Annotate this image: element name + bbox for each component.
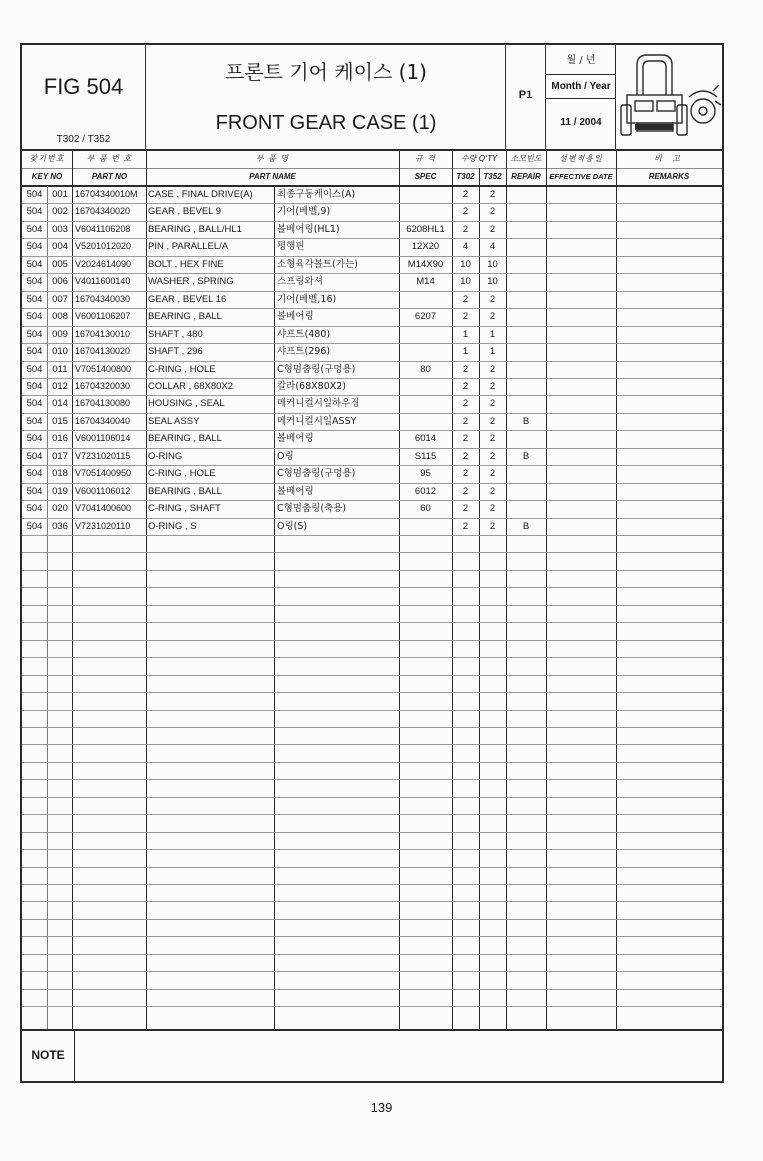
cell-t352: 1 — [489, 329, 496, 340]
cell-name-kr: C형멈춤링(구멍용) — [277, 364, 356, 375]
cell-name-kr: C형멈춤링(구멍용) — [277, 468, 356, 479]
cell-name-kr: 메커니컬시일하우징 — [277, 398, 360, 409]
cell-name-en: BEARING , BALL — [148, 311, 222, 322]
cell-fig: 504 — [26, 259, 43, 270]
cell-name-kr: 볼베어링 — [277, 433, 314, 444]
cell-name-en: SHAFT , 480 — [148, 329, 203, 340]
cell-spec — [399, 326, 452, 343]
cell-name-kr: O링(S) — [277, 521, 308, 532]
cell-repair — [506, 186, 546, 203]
row-divider — [22, 814, 722, 815]
cell-t352: 10 — [487, 259, 498, 270]
cell-name-en: C-RING , HOLE — [148, 364, 216, 375]
cell-t302: 2 — [462, 433, 469, 444]
issue-date: 11 / 2004 — [560, 117, 602, 128]
cell-name-en: SHAFT , 296 — [148, 346, 203, 357]
col-key-en: KEY NO — [31, 172, 63, 181]
cell-spec: 6207 — [414, 311, 437, 322]
col-repair-kr: 소모빈도 — [510, 154, 542, 163]
cell-name-en: BEARING , BALL/HL1 — [148, 224, 242, 235]
cell-name-kr: 스프링와셔 — [277, 276, 323, 287]
cell-name-en: PIN , PARALLEL/A — [148, 241, 229, 252]
row-divider — [22, 535, 722, 536]
cell-t352: 10 — [487, 276, 498, 287]
cell-name-kr: 샤프트(480) — [277, 329, 331, 340]
cell-t352: 2 — [489, 224, 496, 235]
cell-name-kr: O링 — [277, 451, 294, 462]
cell-spec: S115 — [414, 451, 437, 462]
title-english: FRONT GEAR CASE (1) — [215, 112, 437, 134]
cell-key: 036 — [52, 521, 68, 532]
cell-spec: 60 — [420, 503, 431, 514]
cell-t352: 1 — [489, 346, 496, 357]
cell-t302: 1 — [462, 346, 469, 357]
cell-name-en: CASE , FINAL DRIVE(A) — [148, 189, 253, 200]
col-qty-t352: T352 — [483, 172, 502, 181]
month-year-korean: 월 / 년 — [566, 55, 596, 66]
cell-fig: 504 — [26, 311, 43, 322]
cell-part: V5201012020 — [75, 241, 132, 251]
cell-part: V7051400800 — [75, 364, 132, 374]
row-divider — [22, 954, 722, 955]
cell-name-en: GEAR , BEVEL 9 — [148, 206, 222, 217]
title-korean: 프론트 기어 케이스 (1) — [225, 60, 427, 84]
cell-spec: 12X20 — [411, 241, 440, 252]
cell-repair — [506, 500, 546, 517]
col-remarks-kr: 비 고 — [654, 154, 684, 163]
col-eff-kr: 설변적용일 — [559, 154, 603, 163]
cell-part: V6001106014 — [75, 433, 131, 443]
cell-key: 003 — [52, 224, 68, 235]
cell-t302: 2 — [462, 294, 469, 305]
cell-t302: 2 — [462, 468, 469, 479]
cell-fig: 504 — [26, 416, 43, 427]
cell-repair — [506, 291, 546, 308]
cell-t302: 10 — [460, 276, 471, 287]
cell-repair: B — [522, 451, 530, 462]
cell-fig: 504 — [26, 364, 43, 375]
row-divider — [22, 971, 722, 972]
row-divider — [22, 832, 722, 833]
cell-t302: 10 — [460, 259, 471, 270]
cell-name-kr: 소형육각볼트(가는) — [277, 259, 358, 270]
cell-fig: 504 — [26, 206, 43, 217]
row-divider — [22, 640, 722, 641]
cell-spec — [399, 518, 452, 535]
page-number: 139 — [370, 1100, 393, 1115]
cell-repair — [506, 308, 546, 325]
cell-name-en: BEARING , BALL — [148, 433, 222, 444]
cell-key: 014 — [52, 398, 68, 409]
row-divider — [22, 675, 722, 676]
cell-key: 016 — [52, 433, 68, 444]
cell-t352: 2 — [489, 433, 496, 444]
cell-part: V7231020115 — [75, 451, 131, 461]
cell-t302: 2 — [462, 451, 469, 462]
cell-name-kr: 메커니컬시일ASSY — [277, 416, 357, 427]
cell-t352: 2 — [489, 189, 496, 200]
cell-t352: 2 — [489, 521, 496, 532]
cell-name-kr: 샤프트(296) — [277, 346, 331, 357]
cell-part: V7231020110 — [75, 521, 131, 531]
cell-name-en: C-RING , SHAFT — [148, 503, 221, 514]
page-code: P1 — [518, 89, 533, 101]
row-divider — [22, 1006, 722, 1007]
cell-fig: 504 — [26, 451, 43, 462]
month-year-english: Month / Year — [551, 81, 611, 92]
cell-repair — [506, 378, 546, 395]
cell-key: 020 — [52, 503, 68, 514]
cell-fig: 504 — [26, 381, 43, 392]
cell-part: V6041106208 — [75, 224, 131, 234]
row-divider — [22, 797, 722, 798]
cell-spec: 6208HL1 — [406, 224, 445, 235]
col-spec-kr: 규 격 — [415, 154, 436, 163]
cell-repair — [506, 395, 546, 412]
col-eff-en: EFFECTIVE DATE — [549, 172, 613, 181]
cell-fig: 504 — [26, 433, 43, 444]
cell-key: 017 — [52, 451, 68, 462]
cell-key: 001 — [52, 189, 68, 200]
cell-name-kr: C형멈춤링(축용) — [277, 503, 347, 514]
cell-key: 009 — [52, 329, 68, 340]
row-divider — [22, 587, 722, 588]
cell-key: 004 — [52, 241, 68, 252]
cell-name-en: C-RING , HOLE — [148, 468, 216, 479]
cell-fig: 504 — [26, 468, 43, 479]
cell-spec — [399, 291, 452, 308]
cell-spec: 6012 — [414, 486, 437, 497]
cell-spec — [399, 413, 452, 430]
row-divider — [22, 657, 722, 658]
cell-spec — [399, 395, 452, 412]
row-divider — [22, 692, 722, 693]
row-divider — [22, 710, 722, 711]
cell-t352: 4 — [489, 241, 496, 252]
cell-name-en: SEAL ASSY — [148, 416, 200, 427]
fig-number: FIG 504 — [43, 74, 124, 99]
row-divider — [22, 901, 722, 902]
cell-part: V6001106207 — [75, 311, 131, 321]
cell-fig: 504 — [26, 486, 43, 497]
cell-key: 007 — [52, 294, 68, 305]
row-divider — [22, 762, 722, 763]
cell-spec: M14 — [416, 276, 435, 287]
cell-repair — [506, 430, 546, 447]
cell-repair — [506, 326, 546, 343]
cell-part: 16704130080 — [75, 398, 131, 408]
cell-part: V6001106012 — [75, 486, 131, 496]
cell-t352: 2 — [489, 416, 496, 427]
cell-repair — [506, 273, 546, 290]
row-divider — [22, 552, 722, 553]
cell-key: 011 — [52, 364, 68, 375]
col-spec-en: SPEC — [414, 172, 437, 181]
cell-name-kr: 평행핀 — [277, 241, 305, 252]
cell-t352: 2 — [489, 294, 496, 305]
cell-key: 006 — [52, 276, 68, 287]
cell-part: V2024614090 — [75, 259, 132, 269]
cell-t302: 2 — [462, 416, 469, 427]
cell-t352: 2 — [489, 503, 496, 514]
cell-spec — [399, 378, 452, 395]
cell-t352: 2 — [489, 206, 496, 217]
cell-repair: B — [522, 521, 530, 532]
cell-repair — [506, 483, 546, 500]
row-divider — [22, 884, 722, 885]
cell-fig: 504 — [26, 521, 43, 532]
cell-fig: 504 — [26, 294, 43, 305]
cell-name-kr: 기어(베벨,16) — [277, 294, 337, 305]
cell-fig: 504 — [26, 329, 43, 340]
cell-t352: 2 — [489, 381, 496, 392]
cell-name-en: O-RING — [148, 451, 183, 462]
cell-name-kr: 볼베어링(HL1) — [277, 224, 340, 235]
cell-t352: 2 — [489, 468, 496, 479]
cell-fig: 504 — [26, 224, 43, 235]
cell-t352: 2 — [489, 486, 496, 497]
cell-key: 012 — [52, 381, 68, 392]
cell-part: 16704320030 — [75, 381, 131, 391]
cell-fig: 504 — [26, 346, 43, 357]
cell-part: 16704340030 — [75, 294, 131, 304]
cell-part: 16704340040 — [75, 416, 131, 426]
col-part-en: PART NO — [91, 172, 128, 181]
cell-repair — [506, 361, 546, 378]
cell-spec: 80 — [420, 364, 431, 375]
cell-name-en: HOUSING , SEAL — [148, 398, 225, 409]
cell-t352: 2 — [489, 451, 496, 462]
cell-name-en: BOLT , HEX FINE — [148, 259, 224, 270]
cell-fig: 504 — [26, 398, 43, 409]
col-part-kr: 부 품 번 호 — [86, 154, 133, 163]
cell-name-kr: 볼베어링 — [277, 486, 314, 497]
col-name-kr: 부 품 명 — [255, 154, 290, 163]
cell-name-en: O-RING , S — [148, 521, 197, 532]
row-divider — [22, 936, 722, 937]
cell-name-kr: 볼베어링 — [277, 311, 314, 322]
cell-spec: 6014 — [414, 433, 437, 444]
cell-t352: 2 — [489, 398, 496, 409]
cell-fig: 504 — [26, 189, 43, 200]
cell-key: 002 — [52, 206, 68, 217]
cell-part: 16704130020 — [75, 346, 131, 356]
row-divider — [22, 570, 722, 571]
col-name-en: PART NAME — [249, 172, 296, 181]
cell-key: 008 — [52, 311, 68, 322]
cell-part: V7051400950 — [75, 468, 132, 478]
row-divider — [22, 867, 722, 868]
tractor-icon — [617, 45, 723, 150]
cell-fig: 504 — [26, 503, 43, 514]
col-qty-t302: T302 — [456, 172, 475, 181]
cell-repair — [506, 221, 546, 238]
row-divider — [22, 622, 722, 623]
cell-t352: 2 — [489, 364, 496, 375]
cell-repair — [506, 343, 546, 360]
note-label: NOTE — [31, 1048, 65, 1062]
cell-t302: 2 — [462, 381, 469, 392]
cell-part: 16704340020 — [75, 206, 131, 216]
cell-name-en: WASHER , SPRING — [148, 276, 234, 287]
cell-repair — [506, 465, 546, 482]
col-repair-en: REPAIR — [511, 172, 541, 181]
cell-t302: 2 — [462, 521, 469, 532]
row-divider — [22, 919, 722, 920]
cell-repair: B — [522, 416, 530, 427]
cell-repair — [506, 203, 546, 220]
cell-key: 015 — [52, 416, 68, 427]
cell-t302: 2 — [462, 398, 469, 409]
cell-name-en: BEARING , BALL — [148, 486, 222, 497]
cell-t302: 4 — [462, 241, 469, 252]
cell-spec — [399, 343, 452, 360]
cell-name-kr: 최종구동케이스(A) — [277, 189, 356, 200]
cell-spec: M14X90 — [407, 259, 444, 270]
cell-key: 018 — [52, 468, 68, 479]
model-list: T302 / T352 — [56, 134, 111, 145]
cell-t352: 2 — [489, 311, 496, 322]
cell-spec — [399, 203, 452, 220]
cell-fig: 504 — [26, 276, 43, 287]
cell-t302: 1 — [462, 329, 469, 340]
cell-name-en: GEAR , BEVEL 16 — [148, 294, 227, 305]
cell-fig: 504 — [26, 241, 43, 252]
cell-part: V7041400600 — [75, 503, 132, 513]
cell-repair — [506, 256, 546, 273]
cell-spec: 95 — [420, 468, 431, 479]
cell-t302: 2 — [462, 503, 469, 514]
cell-spec — [399, 186, 452, 203]
col-qty-kr: 수량 Q'TY — [460, 154, 498, 163]
cell-t302: 2 — [462, 189, 469, 200]
cell-name-en: COLLAR , 68X80X2 — [148, 381, 234, 392]
row-divider — [22, 849, 722, 850]
cell-part: V4011600140 — [75, 276, 131, 286]
cell-t302: 2 — [462, 206, 469, 217]
cell-t302: 2 — [462, 486, 469, 497]
cell-t302: 2 — [462, 364, 469, 375]
cell-key: 019 — [52, 486, 68, 497]
col-remarks-en: REMARKS — [648, 172, 690, 181]
row-divider — [22, 989, 722, 990]
cell-name-kr: 칼라(68X80X2) — [277, 381, 347, 392]
row-divider — [22, 779, 722, 780]
row-divider — [22, 744, 722, 745]
cell-repair — [506, 238, 546, 255]
cell-part: 16704340010M — [75, 189, 138, 199]
row-divider — [22, 727, 722, 728]
cell-t302: 2 — [462, 311, 469, 322]
row-divider — [22, 605, 722, 606]
cell-key: 010 — [52, 346, 68, 357]
cell-part: 16704130010 — [75, 329, 131, 339]
cell-key: 005 — [52, 259, 68, 270]
cell-name-kr: 기어(베벨,9) — [277, 206, 331, 217]
col-key-kr: 찾기번호 — [29, 154, 65, 163]
cell-t302: 2 — [462, 224, 469, 235]
